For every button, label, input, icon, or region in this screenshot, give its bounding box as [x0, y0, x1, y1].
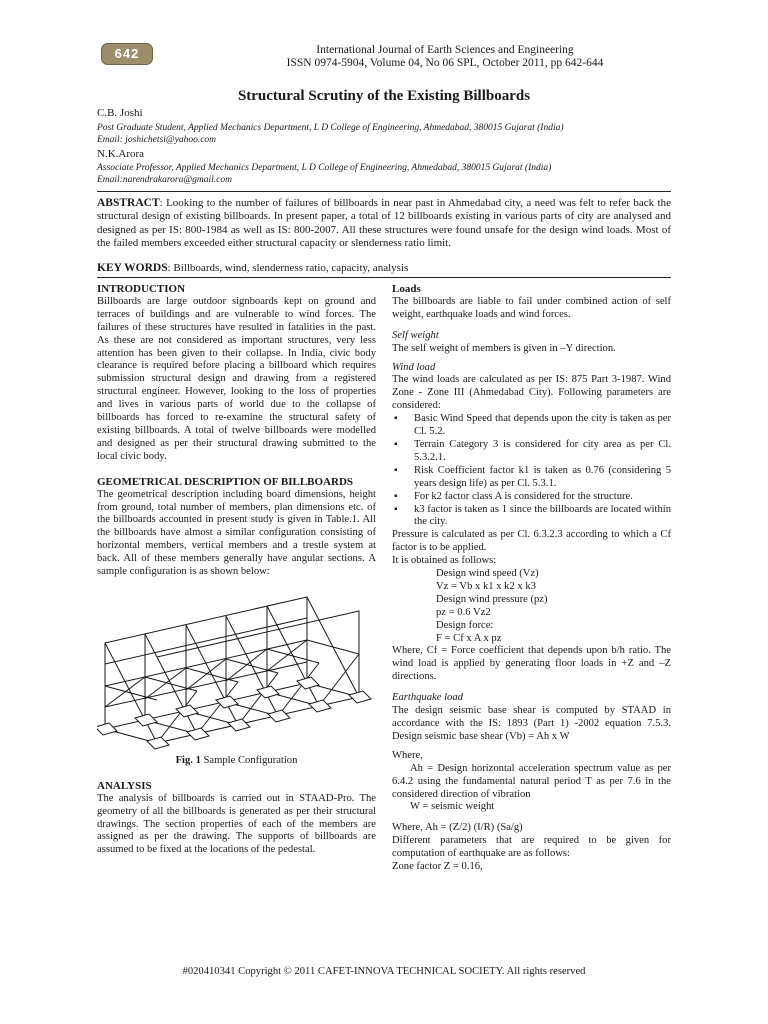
keywords-text: : Billboards, wind, slenderness ratio, capacity, analysis: [167, 262, 409, 274]
equation-line: Design force:: [436, 619, 494, 631]
section-heading-loads: Loads: [392, 283, 421, 295]
author-email[interactable]: Email:narendrakarora@gmail.com: [97, 175, 232, 185]
earthquake-text: The design seismic base shear is computed by STAAD in accordance with the IS: 1893 (Part 1) -2002 equation 7.5.3. Design seismic base shear (Vb) = Ah x W: [392, 705, 671, 742]
list-item: ▪ Terrain Category 3 is considered for city area as per Cl. 5.3.2.1.: [392, 439, 671, 465]
introduction-text: Billboards are large outdoor signboards kept on ground and terraces of buildings and are vulnerable to wind forces. The failures of these structures have resulted in fatalities in the past. As these are not considered as important structures, very less attention has been given to their collapse. In India, civic body clearance is required before placing a billboard which requires submission structural design and drawing from a registered structural engineer. However, looking to the loss of properties and lives in various parts of world due to the collapse of billboards has forced to re-examine the structural safety of existing billboards. A total of twelve billboards were modelled and designed as per their structural drawing submitted to the local civic body.: [97, 295, 376, 462]
abstract-text: : Looking to the number of failures of billboards in near past in Ahmedabad city, a need was felt to refer back the structural design of existing billboards. In present paper, a total of 12 billboards existing in various parts of city are analysed and designed as per IS: 800-1984 as well as IS: 800-2007. All these structures were found unsafe for the design wind loads. Most of the failed members exceeded either structural capacity or slenderness ratio limit.: [97, 197, 671, 250]
figure-label: Fig. 1: [175, 754, 201, 766]
author-name: N.K.Arora: [97, 148, 145, 160]
keywords-label: KEY WORDS: [97, 262, 168, 274]
section-heading-introduction: INTRODUCTION: [97, 283, 186, 295]
analysis-text: The analysis of billboards is carried out in STAAD-Pro. The geometry of all the billboards is generated as per their structural drawings. The section properties of each of the members are assigned as per the drawing. The supports of billboards are assumed to be fixed at the locations of the pedestal.: [97, 792, 376, 856]
ah-definition: Ah = Design horizontal acceleration spectrum value as per 6.4.2 using the fundamental natural period T as per 7.6 in the considered direction of vibration: [392, 762, 671, 800]
equation-line: pz = 0.6 Vz2: [436, 606, 491, 618]
section-heading-analysis: ANALYSIS: [97, 779, 152, 792]
author-affiliation: Associate Professor, Applied Mechanics Department, L D College of Engineering, Ahmedabad, 380015 Gujarat (India): [97, 163, 552, 173]
billboard-structure-figure: [97, 583, 376, 751]
equation-line: Vz = Vb x k1 x k2 x k3: [436, 580, 536, 592]
ah-formula: Where, Ah = (Z/2) (I/R) (Sa/g): [392, 822, 523, 834]
abstract-label: ABSTRACT: [97, 197, 160, 209]
figure-caption-text: Sample Configuration: [200, 754, 298, 766]
journal-issn: ISSN 0974-5904, Volume 04, No 06 SPL, October 2011, pp 642-644: [286, 57, 604, 69]
copyright-footer: #020410341 Copyright © 2011 CAFET-INNOVA TECHNICAL SOCIETY. All rights reserved: [182, 966, 586, 977]
parameters-text: Different parameters that are required to be given for computation of earthquake are as follows:: [392, 835, 671, 860]
loads-text: The billboards are liable to fail under combined action of self weight, earthquake loads and wind forces.: [392, 295, 671, 320]
abstract: [97, 197, 671, 251]
keywords: [97, 262, 671, 274]
right-column: [392, 283, 671, 874]
geometry-text: The geometrical description including board dimensions, height from ground, total number of members, plan dimensions etc. of the billboards accounted in present study is given in Table.1. All the billboards have almost a similar configuration consisting of horizontal members, vertical members and a trestle system at back. All of these members generally have angular sections. A sample configuration is as shown below:: [97, 488, 376, 578]
figure-caption: [97, 755, 376, 768]
divider: [97, 191, 671, 192]
list-item: ▪ For k2 factor class A is considered for the structure.: [392, 491, 671, 504]
list-item: ▪ Basic Wind Speed that depends upon the city is taken as per Cl. 5.2.: [392, 413, 671, 439]
obtained-text: It is obtained as follows:: [392, 555, 497, 567]
equation-line: Design wind speed (Vz): [436, 568, 539, 580]
zone-factor-text: Zone factor Z = 0.16,: [392, 861, 483, 873]
list-item: ▪ Risk Coefficient factor k1 is taken as 0.76 (considering 5 years design life) as per Cl. 5.3.1.: [392, 465, 671, 491]
section-heading-geometry: GEOMETRICAL DESCRIPTION OF BILLBOARDS: [97, 475, 354, 488]
self-weight-text: The self weight of members is given in –Y direction.: [392, 342, 616, 354]
author-affiliation: Post Graduate Student, Applied Mechanics Department, L D College of Engineering, Ahmedabad, 380015 Gujarat (India): [97, 123, 564, 133]
left-column: [97, 283, 376, 857]
where-cf-text: Where, Cf = Force coefficient that depends upon b/h ratio. The wind load is applied by generating floor loads in +Z and –Z directions.: [392, 645, 671, 683]
equation-line: Design wind pressure (pz): [436, 593, 548, 605]
equation-line: F = Cf x A x pz: [436, 632, 502, 644]
subheading-wind-load: Wind load: [392, 361, 436, 373]
subheading-earthquake-load: Earthquake load: [392, 692, 463, 704]
author-name: C.B. Joshi: [97, 107, 143, 119]
w-definition: W = seismic weight: [410, 801, 495, 813]
where-label: Where,: [392, 749, 423, 761]
journal-name: International Journal of Earth Sciences and Engineering: [316, 44, 574, 56]
divider: [97, 277, 671, 278]
figure-sample-configuration: [97, 583, 376, 768]
author-email[interactable]: Email: joshichetsi@yahoo.com: [97, 135, 217, 145]
list-item: ▪ k3 factor is taken as 1 since the billboards are located within the city.: [392, 504, 671, 530]
paper-title: Structural Scrutiny of the Existing Billboards: [237, 88, 531, 104]
wind-text: The wind loads are calculated as per IS: 875 Part 3-1987. Wind Zone - Zone III (Ahmedabad City). Following parameters are considered:: [392, 374, 671, 412]
pressure-text: Pressure is calculated as per Cl. 6.3.2.3 according to which a Cf factor is to be applied.: [392, 529, 671, 554]
subheading-self-weight: Self weight: [392, 329, 439, 341]
page-number-badge: 642: [101, 43, 153, 65]
